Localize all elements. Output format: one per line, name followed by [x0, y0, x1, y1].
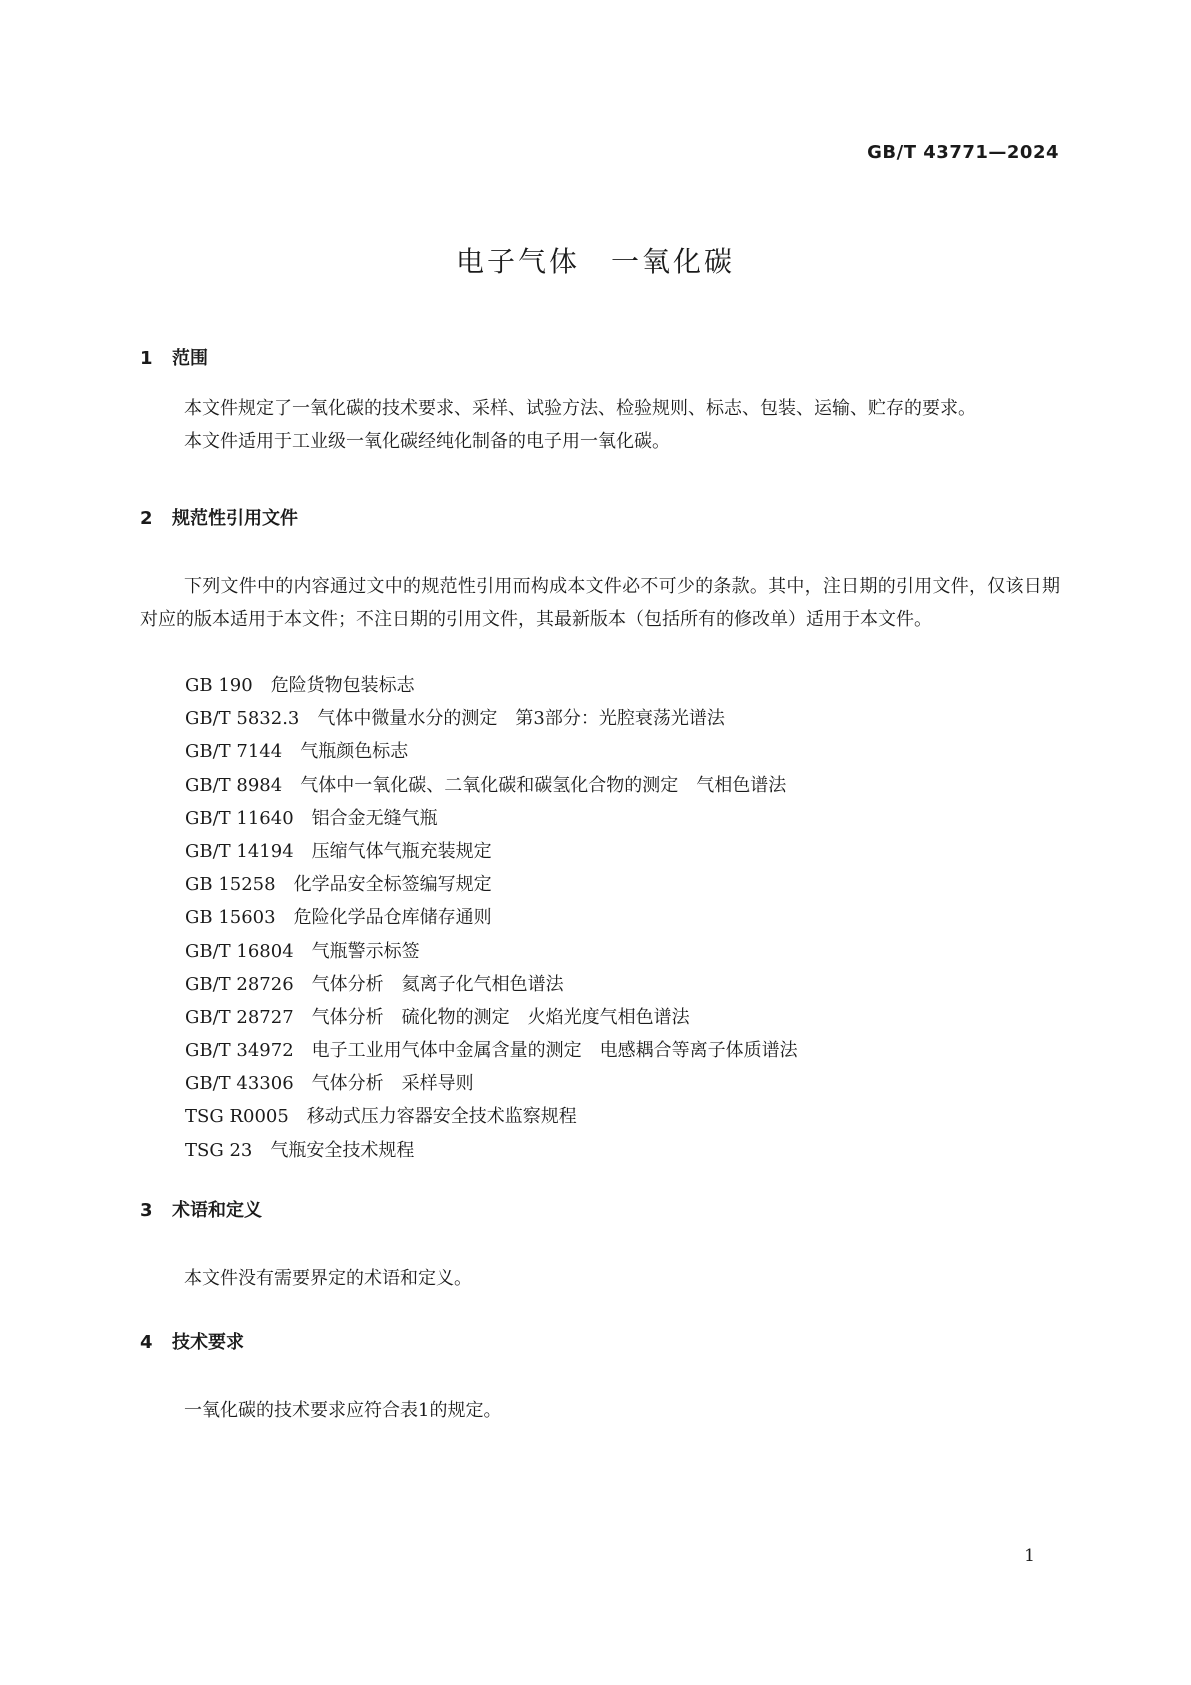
reference-code: GB/T 11640 — [185, 807, 294, 829]
reference-title: 化学品安全标签编写规定 — [293, 874, 492, 896]
section-4-heading — [140, 1328, 244, 1354]
reference-item — [185, 1134, 798, 1167]
reference-title: 气体中微量水分的测定 第3部分：光腔衰荡光谱法 — [317, 708, 725, 730]
reference-code: GB/T 14194 — [185, 840, 294, 862]
reference-item — [185, 1067, 798, 1100]
section-title: 规范性引用文件 — [172, 508, 298, 529]
reference-item — [185, 968, 798, 1001]
reference-title: 压缩气体气瓶充装规定 — [311, 840, 492, 862]
standard-code: GB/T 43771—2024 — [867, 142, 1059, 163]
reference-code: GB/T 43306 — [185, 1073, 294, 1095]
reference-code: GB/T 28727 — [185, 1006, 294, 1028]
reference-title: 危险货物包装标志 — [270, 675, 415, 696]
reference-item — [185, 802, 798, 835]
section-number: 3 — [140, 1200, 153, 1221]
reference-code: GB 190 — [185, 675, 253, 696]
reference-title: 气瓶安全技术规程 — [270, 1139, 415, 1161]
reference-code: GB/T 16804 — [185, 940, 294, 962]
reference-title: 气体中一氧化碳、二氧化碳和碳氢化合物的测定 气相色谱法 — [300, 774, 787, 796]
reference-item — [185, 769, 798, 802]
section-title: 术语和定义 — [172, 1200, 262, 1221]
page-number: 1 — [1024, 1546, 1035, 1566]
reference-item — [185, 1034, 798, 1067]
reference-code: GB 15258 — [185, 874, 276, 896]
section-number: 4 — [140, 1332, 153, 1353]
reference-item — [185, 735, 798, 768]
reference-title: 移动式压力容器安全技术监察规程 — [306, 1106, 577, 1128]
section-1-heading — [140, 344, 208, 370]
reference-title: 危险化学品仓库储存通则 — [293, 907, 492, 929]
reference-item — [185, 868, 798, 901]
paragraph: 本文件规定了一氧化碳的技术要求、采样、试验方法、检验规则、标志、包装、运输、贮存的要求。 — [184, 398, 976, 419]
section-number: 1 — [140, 348, 153, 369]
reference-code: GB/T 34972 — [185, 1040, 294, 1062]
reference-item — [185, 1100, 798, 1133]
section-title: 技术要求 — [172, 1332, 244, 1353]
reference-title: 气瓶颜色标志 — [300, 741, 409, 763]
section-title: 范围 — [172, 348, 208, 369]
reference-item — [185, 935, 798, 968]
document-title: 电子气体 一氧化碳 — [455, 245, 735, 278]
reference-code: GB/T 8984 — [185, 774, 283, 796]
reference-code: TSG 23 — [185, 1139, 253, 1161]
reference-item — [185, 702, 798, 735]
paragraph: 本文件没有需要界定的术语和定义。 — [184, 1268, 472, 1289]
paragraph: 下列文件中的内容通过文中的规范性引用而构成本文件必不可少的条款。其中，注日期的引用文件，仅该日期对应的版本适用于本文件；不注日期的引用文件，其最新版本（包括所有的修改单）适用于本文件。 — [140, 576, 1060, 630]
reference-title: 气体分析 氦离子化气相色谱法 — [311, 973, 564, 995]
reference-code: GB/T 5832.3 — [185, 708, 300, 730]
section-number: 2 — [140, 508, 153, 529]
reference-code: GB 15603 — [185, 907, 276, 929]
reference-code: GB/T 28726 — [185, 973, 294, 995]
reference-title: 铝合金无缝气瓶 — [311, 807, 438, 829]
reference-item — [185, 901, 798, 934]
reference-code: TSG R0005 — [185, 1106, 289, 1128]
section-3-heading — [140, 1196, 262, 1222]
reference-title: 电子工业用气体中金属含量的测定 电感耦合等离子体质谱法 — [311, 1040, 798, 1062]
reference-code: GB/T 7144 — [185, 741, 283, 763]
section-2-heading — [140, 504, 298, 530]
reference-item — [185, 669, 798, 702]
reference-item — [185, 835, 798, 868]
reference-item — [185, 1001, 798, 1034]
normative-references-list — [185, 669, 798, 1167]
paragraph: 本文件适用于工业级一氧化碳经纯化制备的电子用一氧化碳。 — [184, 431, 670, 452]
reference-title: 气体分析 采样导则 — [311, 1073, 474, 1095]
reference-title: 气瓶警示标签 — [311, 940, 420, 962]
paragraph: 一氧化碳的技术要求应符合表1的规定。 — [184, 1400, 502, 1421]
reference-title: 气体分析 硫化物的测定 火焰光度气相色谱法 — [311, 1006, 690, 1028]
